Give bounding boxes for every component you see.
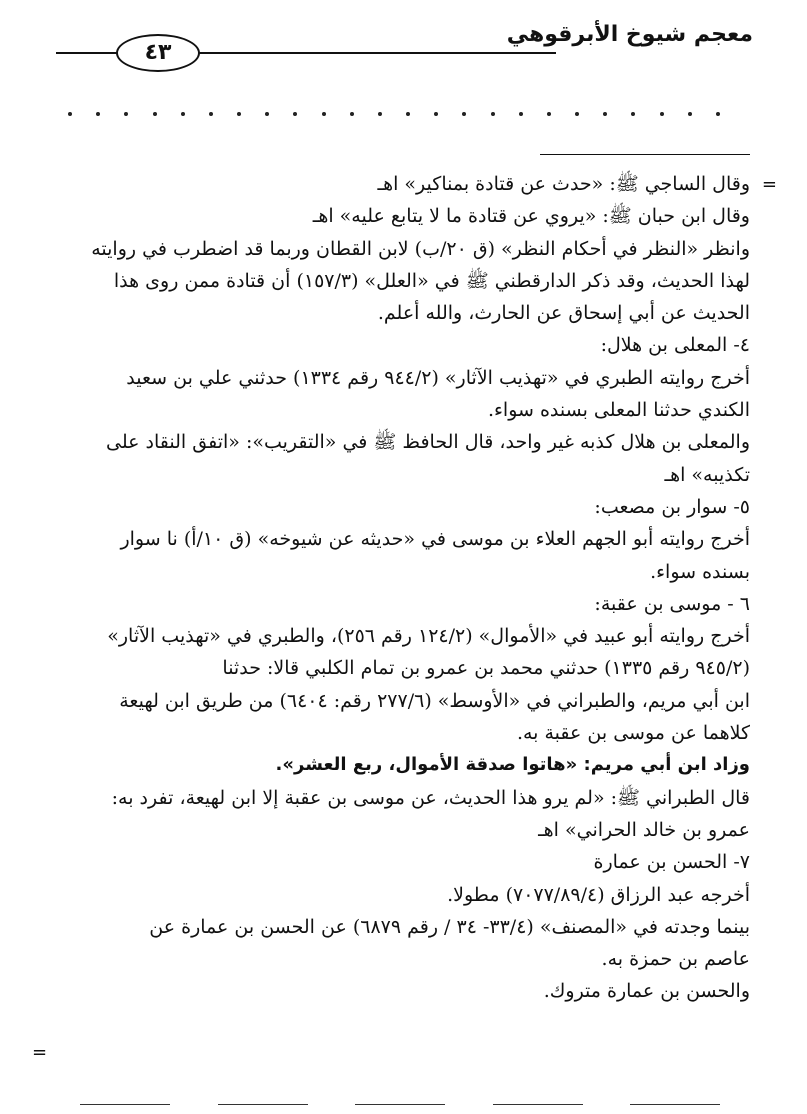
dot (68, 112, 72, 116)
page-title: معجم شيوخ الأبرقوهي (506, 22, 753, 47)
section-heading: ٤- المعلى بن هلال: (600, 334, 750, 357)
dot (575, 112, 579, 116)
text-line: بسنده سواء. (650, 560, 750, 583)
dot (631, 112, 635, 116)
text-line: الكندي حدثنا المعلى بسنده سواء. (487, 399, 750, 422)
dot (716, 112, 720, 116)
text-line: عمرو بن خالد الحراني» اهـ (538, 818, 750, 841)
dotted-separator (68, 112, 720, 116)
dot (462, 112, 466, 116)
text-line: أخرج روايته الطبري في «تهذيب الآثار» (٩٤٤/٢ رقم ١٣٣٤) حدثني علي بن سعيد (126, 366, 750, 389)
text-line: تكذيبه» اهـ (664, 463, 750, 486)
dot (237, 112, 241, 116)
continuation-marker-bottom: = (32, 1042, 48, 1063)
text-line: والحسن بن عمارة متروك. (543, 980, 750, 1003)
dot (153, 112, 157, 116)
dot (603, 112, 607, 116)
text-line: الحديث عن أبي إسحاق عن الحارث، والله أعلم. (377, 302, 750, 325)
section-heading: ٦ - موسى بن عقبة: (594, 592, 750, 615)
page-number: ٤٣ (116, 34, 200, 72)
dash (218, 1104, 308, 1105)
dot (688, 112, 692, 116)
bold-text-line: وزاد ابن أبي مريم: «هاتوا صدقة الأموال، ربع العشر». (275, 754, 750, 776)
text-line: قال الطبراني ﷺ: «لم يرو هذا الحديث، عن موسى بن عقبة إلا ابن لهيعة، تفرد به: (111, 786, 750, 809)
dot (378, 112, 382, 116)
footnote-body (50, 168, 750, 1008)
bottom-dashed-rule (80, 1104, 720, 1105)
dot (293, 112, 297, 116)
text-line: وانظر «النظر في أحكام النظر» (ق ٢٠/ب) لابن القطان وربما قد اضطرب في روايته (91, 237, 750, 260)
dot (209, 112, 213, 116)
text-line: وقال الساجي ﷺ: «حدث عن قتادة بمناكير» اهـ (377, 173, 750, 195)
text-line: عاصم بن حمزة به. (601, 948, 750, 971)
dot (434, 112, 438, 116)
footnote-rule (540, 154, 750, 155)
text-line: أخرج روايته أبو عبيد في «الأموال» (١٢٤/٢ رقم ٢٥٦)، والطبري في «تهذيب الآثار» (107, 625, 750, 648)
dash (630, 1104, 720, 1105)
text-line: وقال ابن حبان ﷺ: «يروي عن قتادة ما لا يتابع عليه» اهـ (312, 205, 750, 228)
text-line: بينما وجدته في «المصنف» (٣٣/٤- ٣٤ / رقم ٦٨٧٩) عن الحسن بن عمارة عن (149, 915, 750, 938)
dot (124, 112, 128, 116)
text-line: لهذا الحديث، وقد ذكر الدارقطني ﷺ في «العلل» (١٥٧/٣) أن قتادة ممن روى هذا (113, 269, 750, 292)
dot (96, 112, 100, 116)
dot (350, 112, 354, 116)
dash (80, 1104, 170, 1105)
dash (493, 1104, 583, 1105)
section-heading: ٧- الحسن بن عمارة (593, 851, 750, 874)
dash (355, 1104, 445, 1105)
dot (322, 112, 326, 116)
dot (406, 112, 410, 116)
dot (660, 112, 664, 116)
text-line: أخرجه عبد الرزاق (٧٠٧٧/٨٩/٤) مطولا. (447, 883, 750, 906)
dot (547, 112, 551, 116)
dot (491, 112, 495, 116)
section-heading: ٥- سوار بن مصعب: (594, 495, 750, 518)
continuation-marker-top: = (761, 174, 777, 195)
text-line: أخرج روايته أبو الجهم العلاء بن موسى في «حديثه عن شيوخه» (ق ١٠/أ) نا سوار (120, 528, 750, 551)
text-line: (٩٤٥/٢ رقم ١٣٣٥) حدثني محمد بن عمرو بن تمام الكلبي قالا: حدثنا (222, 657, 750, 680)
text-line: والمعلى بن هلال كذبه غير واحد، قال الحافظ ﷺ في «التقريب»: «اتفق النقاد على (106, 431, 750, 454)
dot (181, 112, 185, 116)
dot (265, 112, 269, 116)
dot (519, 112, 523, 116)
text-line: ابن أبي مريم، والطبراني في «الأوسط» (٢٧٧/٦ رقم: ٦٤٠٤) من طريق ابن لهيعة (119, 689, 750, 712)
text-line: كلاهما عن موسى بن عقبة به. (516, 722, 750, 745)
